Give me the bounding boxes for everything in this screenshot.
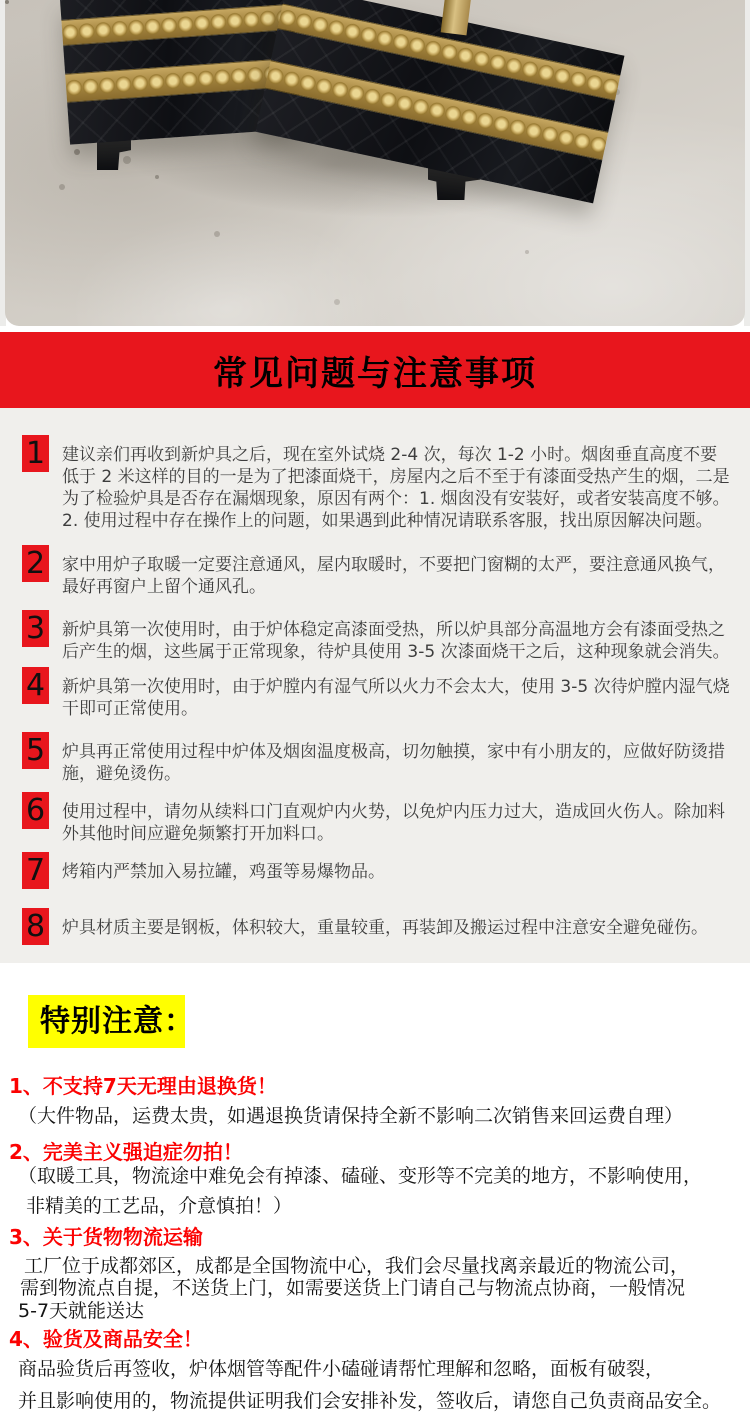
special-attention-section <box>0 963 750 1421</box>
notice-item-3 <box>22 610 732 663</box>
gold-corner-post <box>441 0 472 35</box>
notice-item-1 <box>22 435 732 532</box>
notice-item-text-line: 施，避免烫伤。 <box>62 764 181 784</box>
notice-item-text-line: 后产生的烟，这些属于正常现象，待炉具使用 3-5 次漆面烧干之后，这种现象就会消失。 <box>62 642 730 662</box>
stove-product-photo <box>5 0 745 326</box>
notice-item-text-line: 新炉具第一次使用时，由于炉体稳定高漆面受热，所以炉具部分高温地方会有漆面受热之 <box>62 620 725 640</box>
notice-item-4 <box>22 667 732 720</box>
notice-item-5 <box>22 732 732 785</box>
notice-item-text-line: 最好再窗户上留个通风孔。 <box>62 577 266 597</box>
notice-item-text-line: 外其他时间应避免频繁打开加料口。 <box>62 824 334 844</box>
notice-item-number: 6 <box>22 792 49 829</box>
notice-items-section <box>0 408 750 963</box>
notice-item-2 <box>22 545 732 598</box>
note-detail: （取暖工具，物流途中难免会有掉漆、磕碰、变形等不完美的地方，不影响使用， <box>18 1165 703 1187</box>
note-detail: （大件物品，运费太贵，如遇退换货请保持全新不影响二次销售来回运费自理） <box>18 1105 684 1127</box>
note-red-heading-3: 3、关于货物物流运输 <box>9 1225 203 1249</box>
note-red-heading-1: 1、不支持7天无理由退换货！ <box>9 1074 277 1098</box>
notice-item-text-line: 炉具材质主要是钢板，体积较大，重量较重，再装卸及搬运过程中注意安全避免碰伤。 <box>62 918 708 938</box>
note-detail: 5-7天就能送达 <box>18 1300 145 1322</box>
note-detail: 需到物流点自提，不送货上门，如需要送货上门请自己与物流点协商，一般情况 <box>20 1277 686 1299</box>
note-detail: 非精美的工艺品，介意慎拍！） <box>26 1195 293 1217</box>
notice-item-number: 1 <box>22 435 49 472</box>
section-banner <box>0 332 750 408</box>
notice-item-text-line: 建议亲们再收到新炉具之后，现在室外试烧 2-4 次，每次 1-2 小时。烟囱垂直高度不要 <box>62 445 718 465</box>
note-red-heading-4: 4、验货及商品安全！ <box>9 1327 203 1351</box>
notice-item-number: 5 <box>22 732 49 769</box>
section-title: 常见问题与注意事项 <box>213 353 537 394</box>
notice-item-7 <box>22 852 732 889</box>
notice-item-number: 4 <box>22 667 49 704</box>
notice-item-number: 3 <box>22 610 49 647</box>
notice-item-8 <box>22 908 732 945</box>
note-detail: 工厂位于成都郊区，成都是全国物流中心，我们会尽量找离亲最近的物流公司， <box>24 1255 690 1277</box>
notice-item-text-line: 家中用炉子取暖一定要注意通风，屋内取暖时，不要把门窗糊的太严，要注意通风换气， <box>62 555 725 575</box>
product-photo-section <box>0 0 750 332</box>
notice-item-text-line: 为了检验炉具是否存在漏烟现象，原因有两个：1. 烟囱没有安装好，或者安装高度不够。 <box>62 489 730 509</box>
notice-item-text-line: 使用过程中，请勿从续料口门直观炉内火势，以免炉内压力过大，造成回火伤人。除加料 <box>62 802 725 822</box>
note-red-heading-2: 2、完美主义强迫症勿拍！ <box>9 1140 243 1164</box>
special-attention-heading: 特别注意： <box>28 995 185 1048</box>
notice-item-text-line: 低于 2 米这样的目的一是为了把漆面烧干，房屋内之后不至于有漆面受热产生的烟，二是 <box>62 467 730 487</box>
note-detail: 商品验货后再签收，炉体烟管等配件小磕碰请帮忙理解和忽略，面板有破裂， <box>18 1358 665 1380</box>
notice-item-text-line: 烤箱内严禁加入易拉罐，鸡蛋等易爆物品。 <box>62 862 385 882</box>
concrete-floor-speckles <box>5 0 9 4</box>
notice-item-text-line: 炉具再正常使用过程中炉体及烟囱温度极高，切勿触摸，家中有小朋友的，应做好防烫措 <box>62 742 725 762</box>
note-detail: 并且影响使用的，物流提供证明我们会安排补发，签收后，请您自己负责商品安全。 <box>18 1390 722 1412</box>
notice-item-number: 7 <box>22 852 49 889</box>
notice-item-number: 2 <box>22 545 49 582</box>
notice-item-text-line: 新炉具第一次使用时，由于炉膛内有湿气所以火力不会太大，使用 3-5 次待炉膛内湿气烧 <box>62 677 730 697</box>
notice-item-number: 8 <box>22 908 49 945</box>
notice-item-text-line: 2. 使用过程中存在操作上的问题，如果遇到此种情况请联系客服，找出原因解决问题。 <box>62 511 713 531</box>
notice-item-6 <box>22 792 732 845</box>
notice-item-text-line: 干即可正常使用。 <box>62 699 198 719</box>
